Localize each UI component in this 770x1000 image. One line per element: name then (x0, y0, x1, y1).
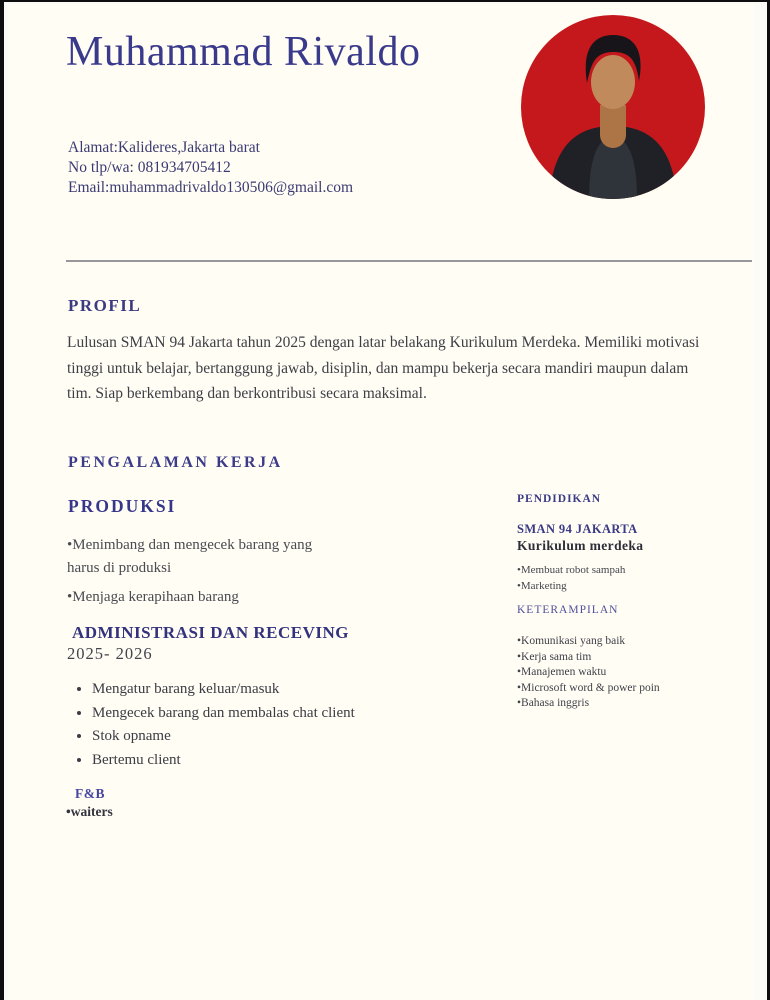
list-item: • Komunikasi yang baik (517, 634, 727, 650)
list-item: • Kerja sama tim (517, 650, 727, 666)
job-title-administrasi: ADMINISTRASI DAN RECEVING (72, 623, 349, 642)
list-item: • Membuat robot sampah (517, 562, 717, 578)
skills-bullet-list (517, 634, 727, 712)
list-item: • Stok opname (92, 727, 362, 746)
list-item: • Manajemen waktu (517, 665, 727, 681)
contact-phone: No tlp/wa: 081934705412 (68, 159, 231, 176)
list-item: • waiters (66, 803, 266, 820)
fnb-bullet-list (66, 803, 266, 820)
page-title: Muhammad Rivaldo (66, 29, 421, 75)
profil-heading: PROFIL (68, 296, 142, 315)
list-item: • Bahasa inggris (517, 696, 727, 712)
education-school: SMAN 94 JAKARTA (517, 522, 638, 536)
experience-heading: PENGALAMAN KERJA (68, 454, 283, 471)
education-bullet-list (517, 562, 717, 594)
list-item: • Mengatur barang keluar/masuk (92, 680, 362, 699)
job-title-produksi: PRODUKSI (68, 496, 177, 516)
job-period: 2025- 2026 (67, 644, 153, 663)
section-divider (66, 260, 752, 262)
profil-body: Lulusan SMAN 94 Jakarta tahun 2025 dengan latar belakang Kurikulum Merdeka. Memiliki motivasi tinggi untuk belajar, bertanggung jawab, disiplin, dan mampu bekerja secara mandiri maupun dalam tim. Siap berkembang dan berkontribusi secara maksimal. (67, 334, 700, 402)
contact-address: Alamat:Kalideres,Jakarta barat (68, 139, 260, 156)
education-curriculum: Kurikulum merdeka (517, 538, 644, 553)
education-heading: PENDIDIKAN (517, 493, 602, 505)
list-item: • Microsoft word & power poin (517, 681, 727, 697)
list-item: • Bertemu client (92, 751, 362, 770)
list-item: • Mengecek barang dan membalas chat client (92, 704, 362, 723)
list-item: • Menjaga kerapihaan barang (67, 586, 347, 609)
contact-email: Email:muhammadrivaldo130506@gmail.com (68, 179, 354, 196)
profile-photo-illustration (521, 15, 705, 199)
skills-heading: KETERAMPILAN (517, 604, 619, 616)
avatar (521, 15, 705, 199)
list-item: • Marketing (517, 578, 717, 594)
produksi-bullet-list (67, 534, 347, 615)
contact-block (68, 138, 353, 198)
job-title-fnb: F&B (75, 786, 105, 801)
administrasi-bullet-list (72, 680, 362, 774)
list-item: • Menimbang dan mengecek barang yang harus di produksi (67, 534, 347, 580)
